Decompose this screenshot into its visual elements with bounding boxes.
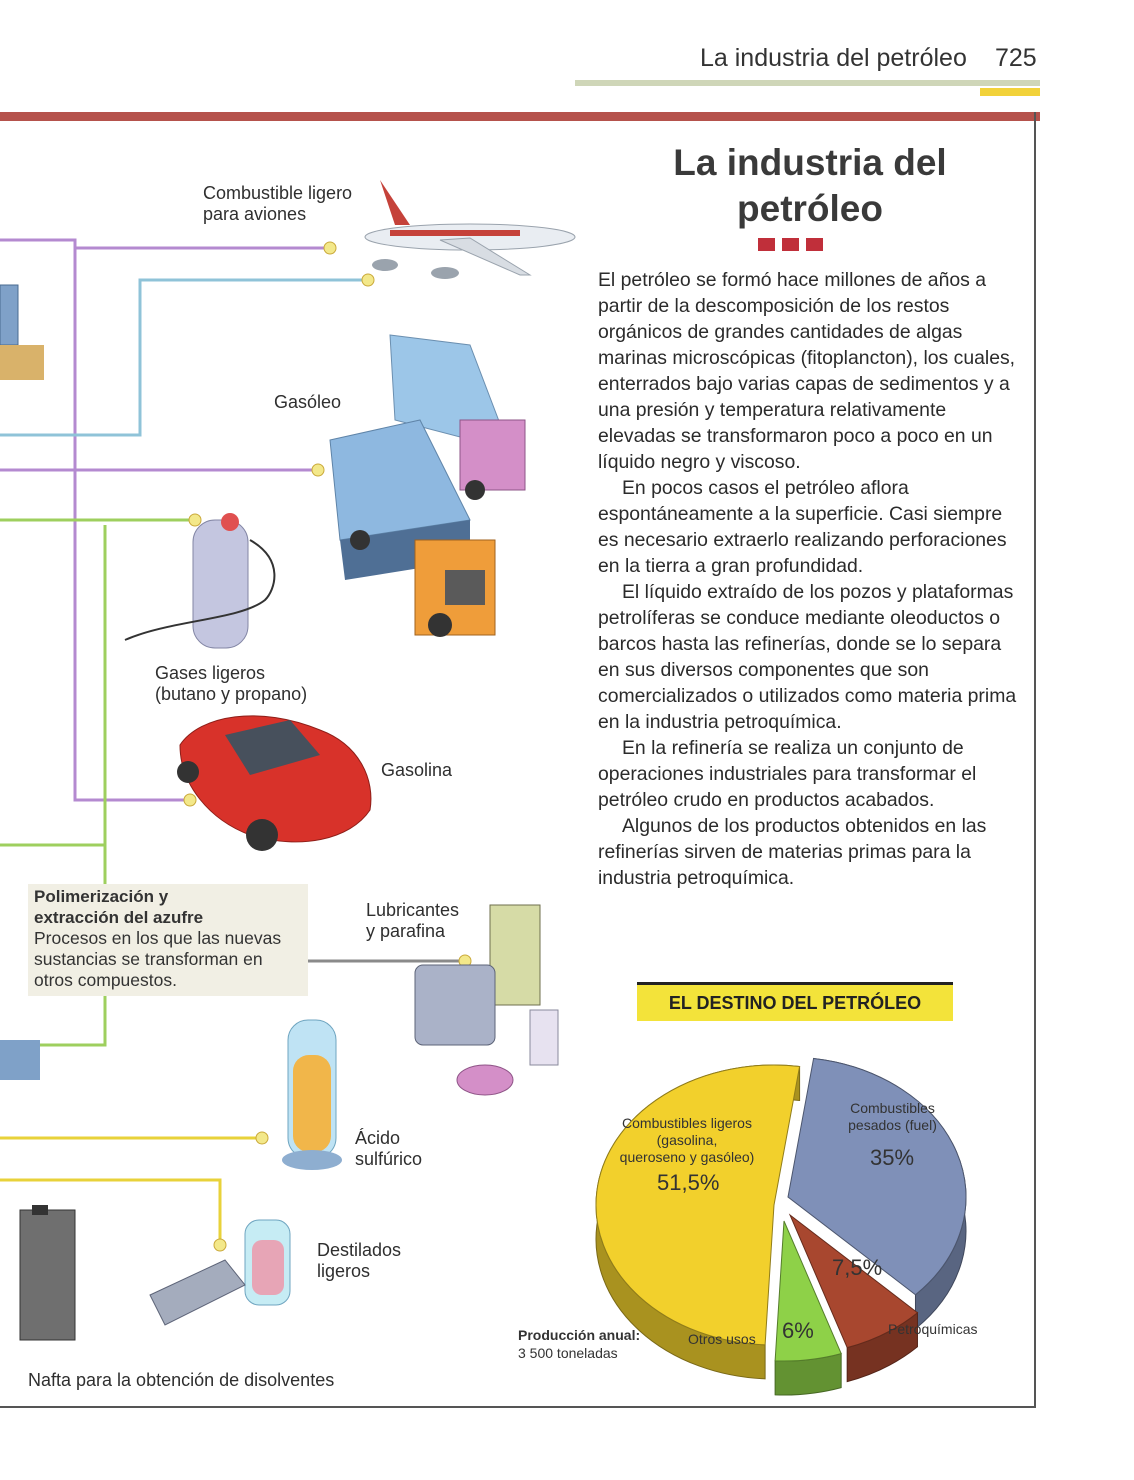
label-light-gases: Gases ligeros (butano y propano) [155, 663, 308, 704]
paragraph: En la refinería se realiza un conjunto de operaciones industriales para transformar el petróleo crudo en productos acabados. [598, 737, 977, 811]
annual-production-label: Producción anual: [518, 1327, 641, 1343]
slice-label-light-fuels: Combustibles ligeros (gasolina, queroseno y gasóleo) [619, 1115, 755, 1165]
valve-acid [256, 1132, 268, 1144]
paragraph: Algunos de los productos obtenidos en las refinerías sirven de materias primas para la industria petroquímica. [598, 815, 987, 889]
valve-jet [324, 242, 336, 254]
paragraph: El líquido extraído de los pozos y plataformas petrolíferas se conduce mediante oleoductos o barcos hasta las refinerías, donde se lo separa en sus diversos componentes que son comercializados o utilizados como materia prima en la industria petroquímica. [598, 581, 1017, 733]
pipe-trunk-violet [75, 248, 190, 800]
label-sulfuric-acid: Ácido sulfúrico [355, 1128, 423, 1169]
paragraph: El petróleo se formó hace millones de años a partir de la descomposición de los restos orgánicos de grandes cantidades de algas marinas microscópicas (fitoplancton), los cuales, enterrados bajo varias capas de sedimentos y a una presión y temperatura relativamente elevadas se transformaron poco a poco en un líquido negro y viscoso. [598, 269, 1016, 473]
slice-value-other: 6% [782, 1318, 814, 1343]
valve-diesel [312, 464, 324, 476]
article-title: La industria del petróleo [673, 142, 947, 229]
running-title: La industria del petróleo [700, 44, 967, 72]
slice-value-petrochemicals: 7,5% [832, 1255, 883, 1280]
slice-value-light-fuels: 51,5% [657, 1170, 720, 1195]
header-accent [980, 88, 1040, 96]
label-lubricants: Lubricantes y parafina [366, 900, 460, 941]
paragraph: En pocos casos el petróleo aflora espontáneamente a la superficie. Casi siempre es necesario extraerlo realizando perforaciones en la tierra a gran profundidad. [598, 477, 1007, 577]
frame-bottom-border [0, 1406, 1036, 1408]
pipe-green-trunk [0, 525, 105, 845]
slice-label-petrochemicals: Petroquímicas [888, 1321, 978, 1337]
valve-gasoline [184, 794, 196, 806]
label-gasoline: Gasolina [381, 760, 453, 780]
label-naphtha: Nafta para la obtención de disolventes [28, 1370, 335, 1390]
page-number: 725 [995, 44, 1037, 72]
valve-distillates [214, 1239, 226, 1251]
label-light-distillates: Destilados ligeros [317, 1240, 402, 1281]
label-jet-fuel: Combustible ligero para aviones [203, 183, 353, 224]
sulfuric-acid-tube-illustration [282, 1020, 342, 1170]
pipe-jet-fuel [0, 240, 330, 248]
process-box-description: Procesos en los que las nuevas sustancias se transforman en otros compuestos. [34, 928, 282, 990]
gas-cylinder-illustration [125, 513, 274, 648]
slice-label-other: Otros usos [688, 1331, 756, 1347]
red-car-illustration [177, 716, 371, 851]
process-box-title: Polimerización y extracción del azufre [34, 887, 204, 927]
header-rule [575, 80, 1040, 86]
valve-gases [189, 514, 201, 526]
annual-production-value: 3 500 toneladas [518, 1345, 618, 1361]
chart-title: EL DESTINO DEL PETRÓLEO [637, 982, 953, 1021]
refinery-diagram [0, 120, 600, 1406]
slice-value-heavy-fuels: 35% [870, 1145, 915, 1170]
valve-jet-2 [362, 274, 374, 286]
title-ornament [758, 238, 830, 256]
jerry-can-illustration [20, 1205, 75, 1340]
frame-right-border [1034, 112, 1036, 1408]
label-diesel: Gasóleo [274, 392, 342, 412]
airplane-illustration [365, 180, 575, 279]
slice-label-heavy-fuels: Combustibles pesados (fuel) [848, 1100, 937, 1133]
article-body [598, 267, 1018, 891]
